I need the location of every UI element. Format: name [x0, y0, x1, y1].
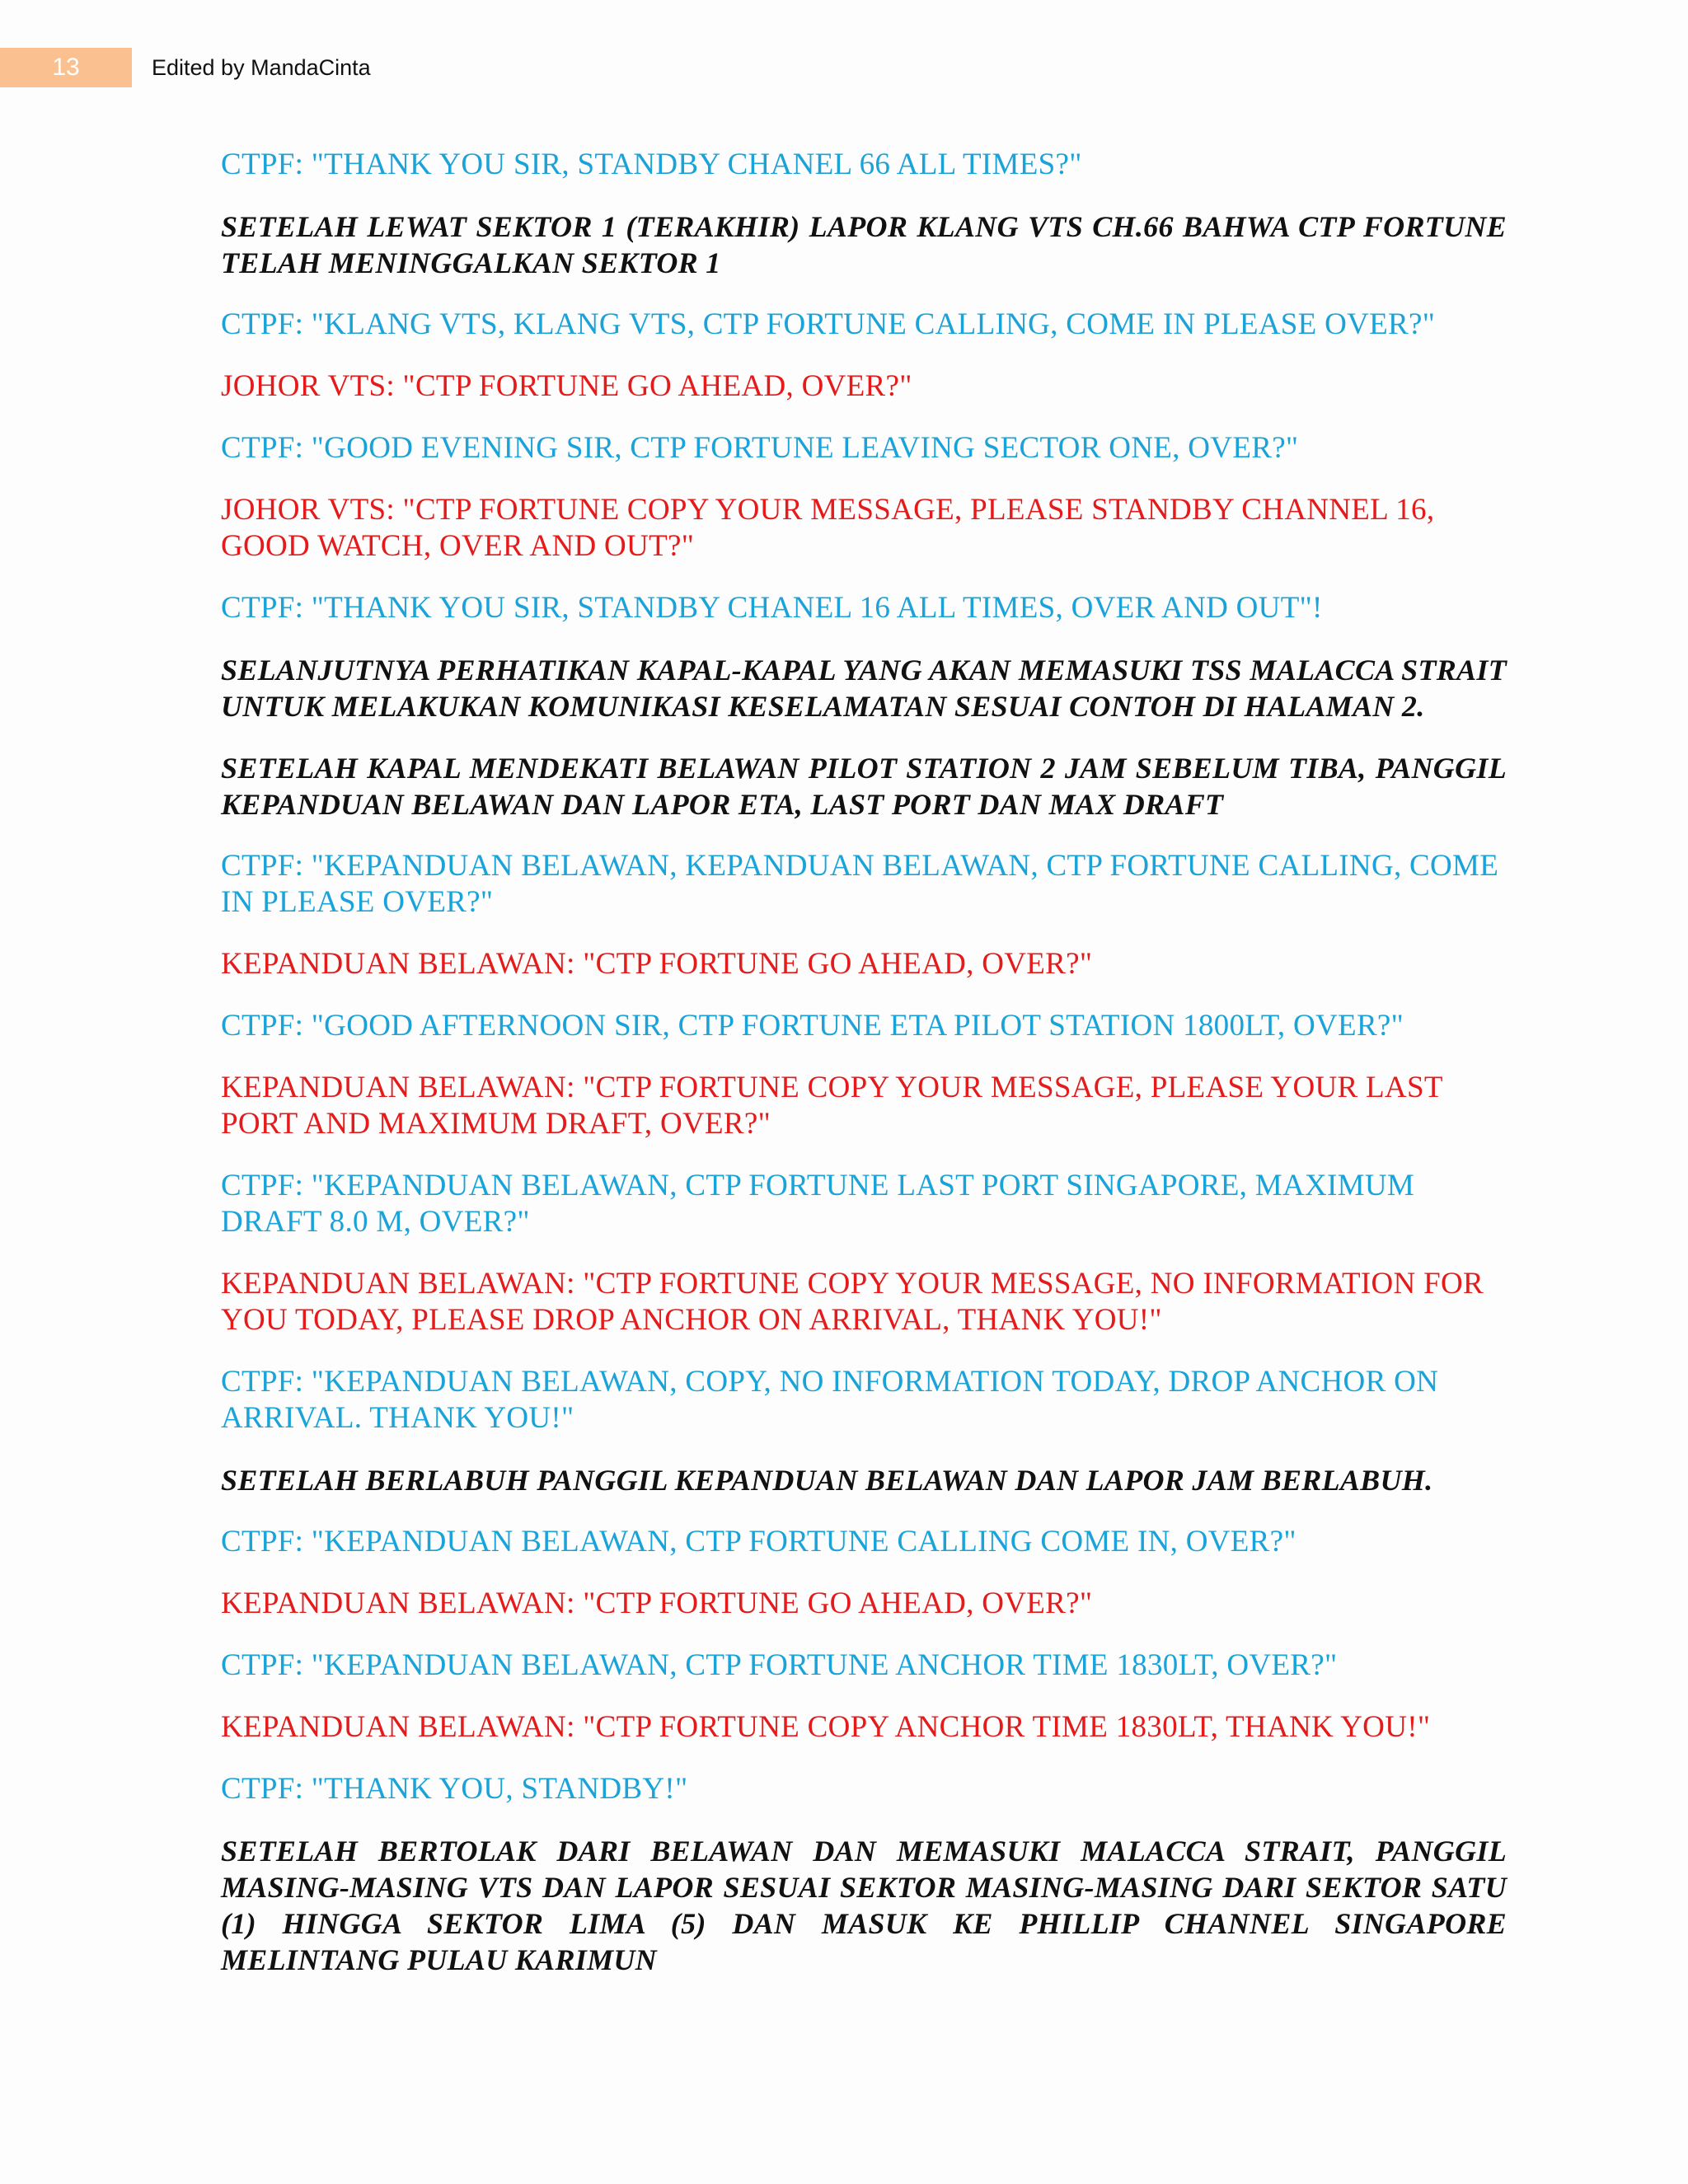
page-number: 13	[0, 48, 132, 87]
dialogue-line-ctpf: CTPF: "KLANG VTS, KLANG VTS, CTP FORTUNE CALLING, COME IN PLEASE OVER?"	[221, 307, 1436, 341]
dialogue-line-ctpf: CTPF: "KEPANDUAN BELAWAN, CTP FORTUNE LAST PORT SINGAPORE, MAXIMUM DRAFT 8.0 M, OVER?"	[221, 1169, 1415, 1239]
dialogue-line-ctpf: CTPF: "KEPANDUAN BELAWAN, CTP FORTUNE ANCHOR TIME 1830LT, OVER?"	[221, 1648, 1338, 1682]
dialogue-line-station: KEPANDUAN BELAWAN: "CTP FORTUNE COPY ANCHOR TIME 1830LT, THANK YOU!"	[221, 1710, 1431, 1744]
dialogue-line-station: JOHOR VTS: "CTP FORTUNE COPY YOUR MESSAGE, PLEASE STANDBY CHANNEL 16, GOOD WATCH, OVER AND OUT?"	[221, 493, 1435, 563]
dialogue-line-ctpf: CTPF: "THANK YOU SIR, STANDBY CHANEL 66 ALL TIMES?"	[221, 148, 1082, 181]
instruction-note: SETELAH BERTOLAK DARI BELAWAN DAN MEMASUKI MALACCA STRAIT, PANGGIL MASING-MASING VTS DAN LAPOR SESUAI SEKTOR MASING-MASING DARI SEKTOR SATU (1) HINGGA SEKTOR LIMA (5) DAN MASUK KE PHILLIP CHANNEL SINGAPORE MELINTANG PULAU KARIMUN	[221, 1835, 1507, 1976]
instruction-note: SETELAH BERLABUH PANGGIL KEPANDUAN BELAWAN DAN LAPOR JAM BERLABUH.	[221, 1464, 1433, 1497]
document-body	[221, 147, 1507, 2004]
dialogue-line-ctpf: CTPF: "THANK YOU, STANDBY!"	[221, 1772, 688, 1806]
dialogue-line-ctpf: CTPF: "KEPANDUAN BELAWAN, COPY, NO INFORMATION TODAY, DROP ANCHOR ON ARRIVAL. THANK YOU!"	[221, 1365, 1439, 1435]
instruction-note: SETELAH KAPAL MENDEKATI BELAWAN PILOT STATION 2 JAM SEBELUM TIBA, PANGGIL KEPANDUAN BELAWAN DAN LAPOR ETA, LAST PORT DAN MAX DRAFT	[221, 752, 1507, 821]
instruction-note: SELANJUTNYA PERHATIKAN KAPAL-KAPAL YANG AKAN MEMASUKI TSS MALACCA STRAIT UNTUK MELAKUKAN KOMUNIKASI KESELAMATAN SESUAI CONTOH DI HALAMAN 2.	[221, 654, 1507, 723]
editor-credit: Edited by MandaCinta	[152, 55, 371, 80]
dialogue-line-ctpf: CTPF: "THANK YOU SIR, STANDBY CHANEL 16 ALL TIMES, OVER AND OUT"!	[221, 591, 1323, 625]
dialogue-line-ctpf: CTPF: "KEPANDUAN BELAWAN, KEPANDUAN BELAWAN, CTP FORTUNE CALLING, COME IN PLEASE OVER?"	[221, 849, 1499, 919]
instruction-note: SETELAH LEWAT SEKTOR 1 (TERAKHIR) LAPOR KLANG VTS CH.66 BAHWA CTP FORTUNE TELAH MENINGGALKAN SEKTOR 1	[221, 210, 1507, 279]
dialogue-line-station: KEPANDUAN BELAWAN: "CTP FORTUNE GO AHEAD, OVER?"	[221, 1586, 1093, 1620]
dialogue-line-ctpf: CTPF: "GOOD AFTERNOON SIR, CTP FORTUNE ETA PILOT STATION 1800LT, OVER?"	[221, 1009, 1404, 1043]
dialogue-line-station: JOHOR VTS: "CTP FORTUNE GO AHEAD, OVER?"	[221, 369, 912, 403]
dialogue-line-station: KEPANDUAN BELAWAN: "CTP FORTUNE GO AHEAD, OVER?"	[221, 947, 1093, 981]
dialogue-line-ctpf: CTPF: "GOOD EVENING SIR, CTP FORTUNE LEAVING SECTOR ONE, OVER?"	[221, 431, 1299, 465]
dialogue-line-station: KEPANDUAN BELAWAN: "CTP FORTUNE COPY YOUR MESSAGE, NO INFORMATION FOR YOU TODAY, PLEASE DROP ANCHOR ON ARRIVAL, THANK YOU!"	[221, 1267, 1484, 1337]
page-header	[0, 48, 1688, 87]
dialogue-line-station: KEPANDUAN BELAWAN: "CTP FORTUNE COPY YOUR MESSAGE, PLEASE YOUR LAST PORT AND MAXIMUM DRAFT, OVER?"	[221, 1071, 1443, 1141]
dialogue-line-ctpf: CTPF: "KEPANDUAN BELAWAN, CTP FORTUNE CALLING COME IN, OVER?"	[221, 1525, 1296, 1558]
